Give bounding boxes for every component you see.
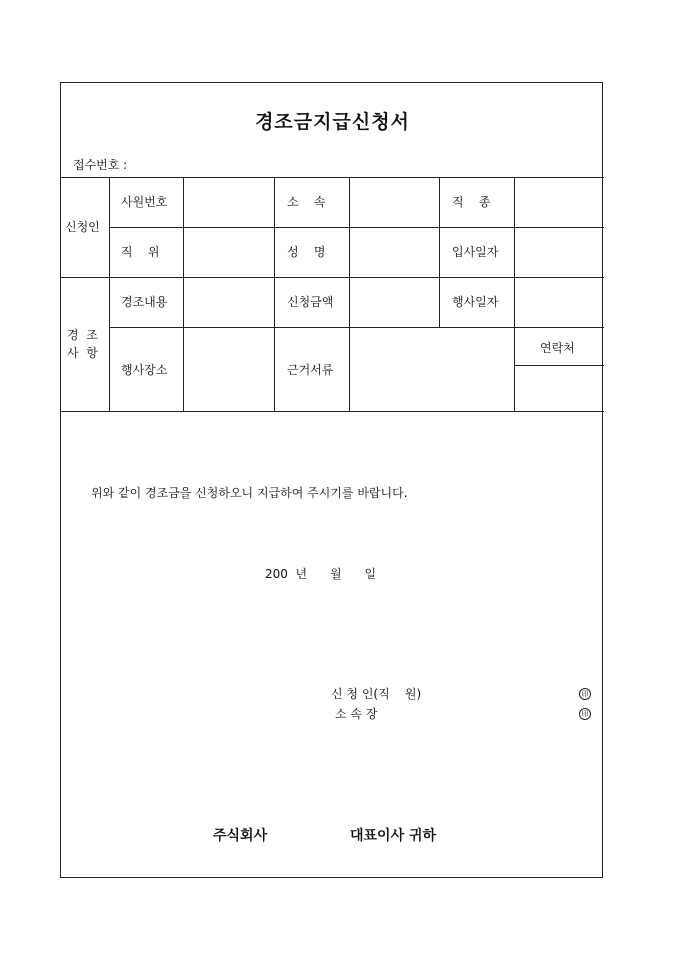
request-statement: 위와 같이 경조금을 신청하오니 지급하여 주시기를 바랍니다. bbox=[91, 486, 408, 500]
event-date-label: 행사일자 bbox=[452, 295, 499, 309]
section-divider bbox=[61, 277, 604, 278]
event-content-label: 경조내용 bbox=[121, 295, 168, 309]
column-divider-1 bbox=[183, 177, 184, 411]
header-divider bbox=[61, 177, 604, 178]
event-place-label: 행사장소 bbox=[121, 363, 168, 377]
applicant-seal-icon: 印 bbox=[579, 688, 591, 700]
affiliation-label: 소 속 bbox=[287, 195, 326, 209]
receipt-number-label: 접수번호 : bbox=[73, 158, 128, 172]
column-divider-3 bbox=[349, 177, 350, 411]
claim-form bbox=[60, 82, 603, 878]
requested-amount-label: 신청금액 bbox=[287, 295, 334, 309]
employee-no-label: 사원번호 bbox=[121, 195, 168, 209]
column-divider-2 bbox=[274, 177, 275, 411]
company-name: 주식회사 bbox=[213, 828, 268, 844]
position-label: 직 위 bbox=[121, 245, 160, 259]
job-type-label: 직 종 bbox=[452, 195, 491, 209]
contact-label: 연락처 bbox=[540, 341, 575, 355]
applicant-signature-line: 신 청 인(직 원) bbox=[331, 687, 422, 701]
name-label: 성 명 bbox=[287, 245, 326, 259]
hire-date-label: 입사일자 bbox=[452, 245, 499, 259]
event-section-label-line1: 경 조 bbox=[67, 328, 98, 342]
column-divider-4 bbox=[439, 177, 440, 327]
form-title: 경조금지급신청서 bbox=[255, 111, 410, 133]
column-divider-5 bbox=[514, 177, 515, 411]
supporting-documents-label: 근거서류 bbox=[287, 363, 334, 377]
department-head-seal-icon: 印 bbox=[579, 708, 591, 720]
section-label-divider bbox=[109, 177, 110, 411]
event-section-label-line2: 사 항 bbox=[67, 346, 98, 360]
applicant-section-label: 신청인 bbox=[65, 220, 100, 234]
table-bottom bbox=[61, 411, 604, 412]
recipient-line: 대표이사 귀하 bbox=[350, 828, 437, 844]
date-line: 200 년 월 일 bbox=[265, 567, 377, 581]
contact-divider bbox=[514, 365, 604, 366]
department-head-signature-line: 소 속 장 bbox=[335, 707, 378, 721]
